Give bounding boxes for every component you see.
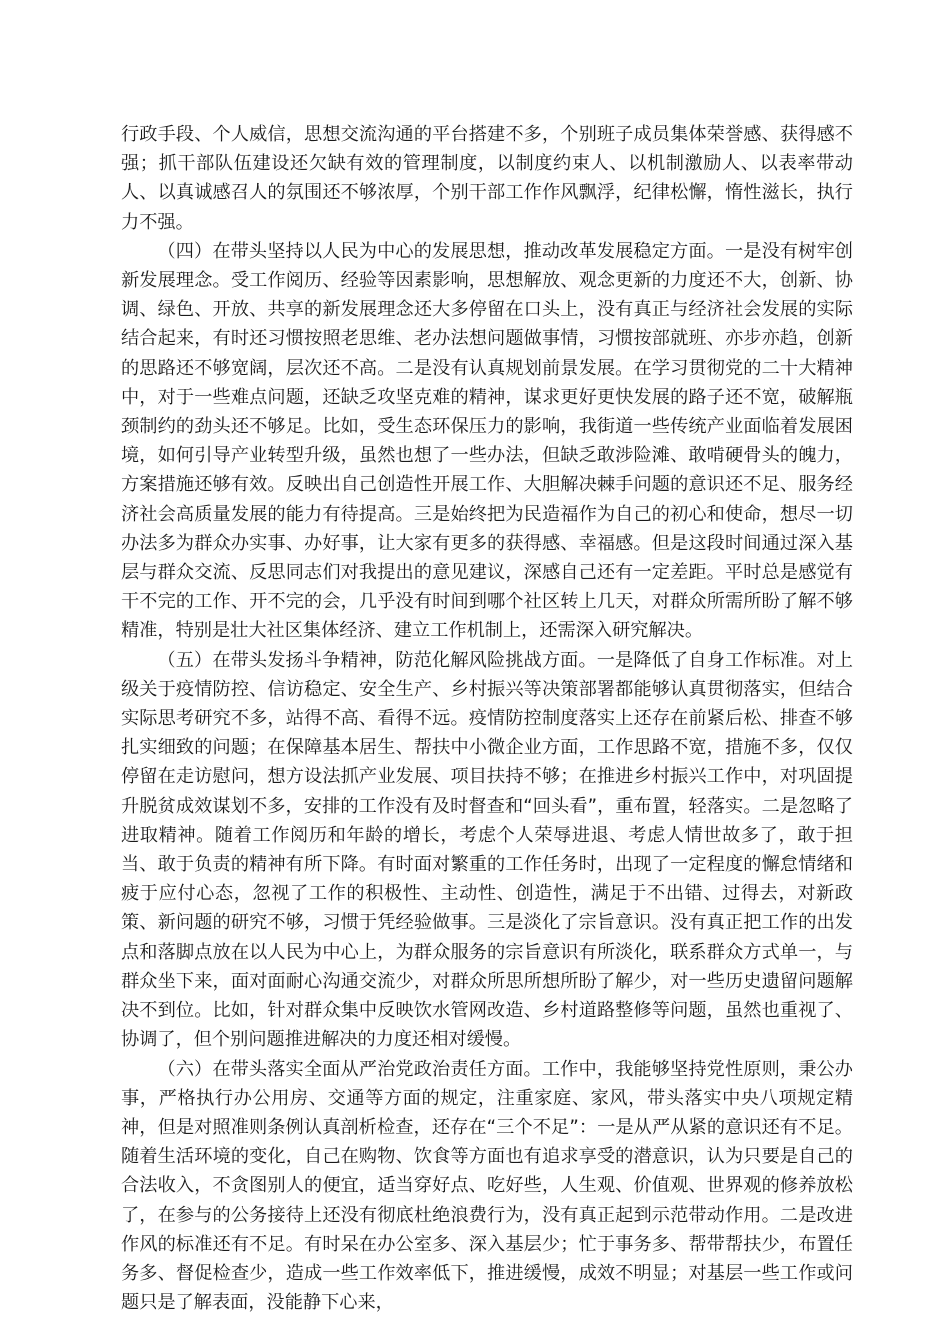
paragraph-leadership-tail: 行政手段、个人威信，思想交流沟通的平台搭建不多，个别班子成员集体荣誉感、获得感不强；抓干部队伍建设还欠缺有效的管理制度，以制度约束人、以机制激励人、以表率带动人、以真诚感召人的氛围还不够浓厚，个别干部工作作风飘浮，纪律松懈，惰性滋长，执行力不强。 <box>121 124 853 233</box>
paragraph-section-5: （五）在带头发扬斗争精神，防范化解风险挑战方面。一是降低了自身工作标准。对上级关于疫情防控、信访稳定、安全生产、乡村振兴等决策部署都能够认真贯彻落实，但结合实际思考研究不多，站得不高、看得不远。疫情防控制度落实上还存在前紧后松、排查不够扎实细致的问题；在保障基本居生、帮扶中小微企业方面，工作思路不宽，措施不多，仅仅停留在走访慰问，想方设法抓产业发展、项目扶持不够；在推进乡村振兴工作中，对巩固提升脱贫成效谋划不多，安排的工作没有及时督查和“回头看”，重布置，轻落实。二是忽略了进取精神。随着工作阅历和年龄的增长，考虑个人荣辱进退、考虑人情世故多了，敢于担当、敢于负责的精神有所下降。有时面对繁重的工作任务时，出现了一定程度的懈怠情绪和疲于应付心态，忽视了工作的积极性、主动性、创造性，满足于不出错、过得去，对新政策、新问题的研究不够，习惯于凭经验做事。三是淡化了宗旨意识。没有真正把工作的出发点和落脚点放在以人民为中心上，为群众服务的宗旨意识有所淡化，联系群众方式单一，与群众坐下来，面对面耐心沟通交流少，对群众所思所想所盼了解少，对一些历史遗留问题解决不到位。比如，针对群众集中反映饮水管网改造、乡村道路整修等问题，虽然也重视了、协调了，但个别问题推进解决的力度还相对缓慢。 <box>121 649 853 1051</box>
paragraph-section-4: （四）在带头坚持以人民为中心的发展思想，推动改革发展稳定方面。一是没有树牢创新发展理念。受工作阅历、经验等因素影响，思想解放、观念更新的力度还不大，创新、协调、绿色、开放、共享的新发展理念还大多停留在口头上，没有真正与经济社会发展的实际结合起来，有时还习惯按照老思维、老办法想问题做事情，习惯按部就班、亦步亦趋，创新的思路还不够宽阔，层次还不高。二是没有认真规划前景发展。在学习贯彻党的二十大精神中，对于一些难点问题，还缺乏攻坚克难的精神，谋求更好更快发展的路子还不宽，破解瓶颈制约的劲头还不够足。比如，受生态环保压力的影响，我街道一些传统产业面临着发展困境，如何引导产业转型升级，虽然也想了一些办法，但缺乏敢涉险滩、敢啃硬骨头的魄力，方案措施还够有效。反映出自己创造性开展工作、大胆解决棘手问题的意识还不足、服务经济社会高质量发展的能力有待提高。三是始终把为民造福作为自己的初心和使命，想尽一切办法多为群众办实事、办好事，让大家有更多的获得感、幸福感。但是这段时间通过深入基层与群众交流、反思同志们对我提出的意见建议，深感自己还有一定差距。平时总是感觉有干不完的工作、开不完的会，几乎没有时间到哪个社区转上几天，对群众所需所盼了解不够精准，特别是壮大社区集体经济、建立工作机制上，还需深入研究解决。 <box>121 240 853 642</box>
paragraph-section-6: （六）在带头落实全面从严治党政治责任方面。工作中，我能够坚持党性原则，秉公办事，严格执行办公用房、交通等方面的规定，注重家庭、家风，带头落实中央八项规定精神，但是对照准则条例认真剖析检查，还存在“三个不足”：一是从严从紧的意识还有不足。随着生活环境的变化，自己在购物、饮食等方面也有追求享受的潜意识，认为只要是自己的合法收入，不贪图别人的便宜，适当穿好点、吃好些，人生观、价值观、世界观的修养放松了，在参与的公务接待上还没有彻底杜绝浪费行为，没有真正起到示范带动作用。二是改进作风的标准还有不足。有时呆在办公室多、深入基层少；忙于事务多、帮带帮扶少，布置任务多、督促检查少，造成一些工作效率低下，推进缓慢，成效不明显；对基层一些工作或问题只是了解表面，没能静下心来， <box>121 1058 853 1314</box>
document-page <box>121 120 853 1317</box>
